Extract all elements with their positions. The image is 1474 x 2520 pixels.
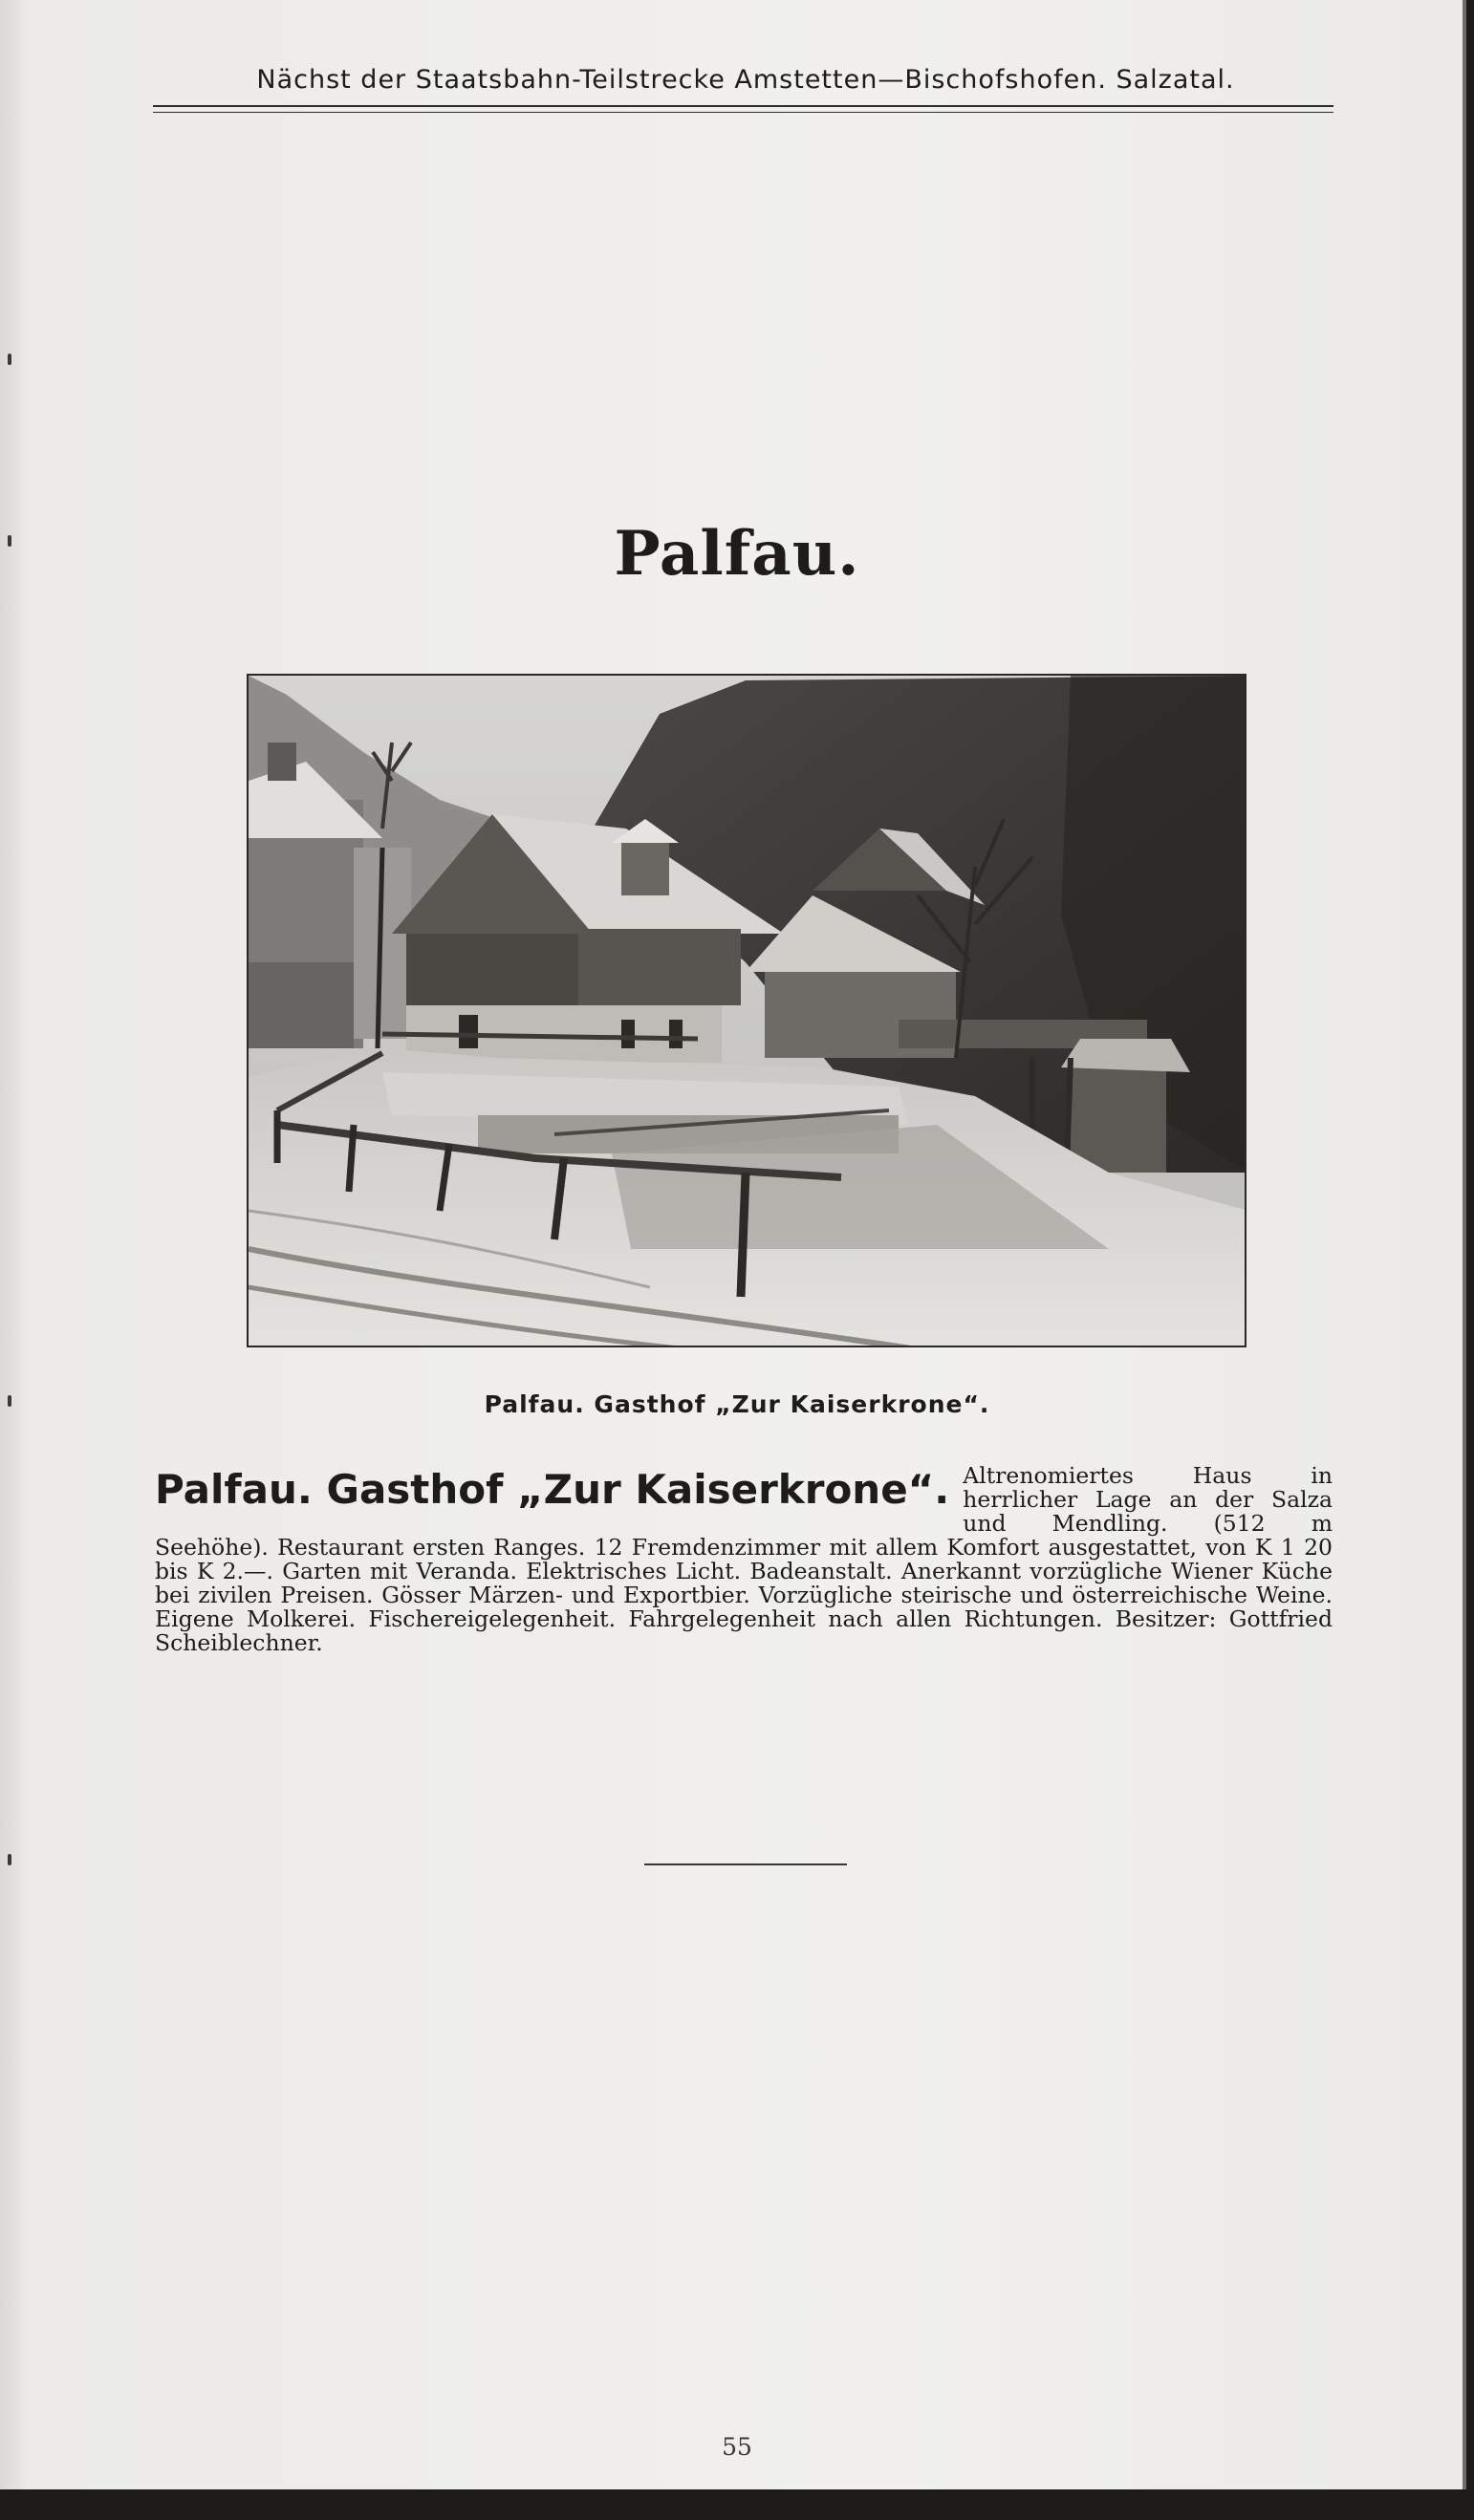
binding-mark bbox=[8, 1854, 11, 1865]
page-title: Palfau. bbox=[614, 518, 860, 590]
entry-text: Altrenomiertes Haus in herrlicher Lage an der Salza und Mendling. (512 m Seehöhe). Restaurant ersten Ranges. 12 Fremdenzimmer mit allem Komfort ausgestattet, von K 1 20 bis K 2.—. Garten mit Veranda. Elektrisches Licht. Badeanstalt. Anerkannt vorzügliche Wiener Küche bei zivilen Preisen. Gösser Märzen- und Exportbier. Vorzügliche steirische und österreichische Weine. Eigene Molkerei. Fischereigelegenheit. Fahrgelegenheit nach allen Richtungen. Besitzer: Gottfried Scheiblechner. bbox=[155, 1462, 1333, 1656]
scan-border bbox=[0, 2489, 1474, 2520]
page-number: 55 bbox=[722, 2433, 752, 2461]
header-rule bbox=[153, 105, 1333, 113]
section-divider bbox=[644, 1863, 847, 1865]
hotel-entry bbox=[155, 1464, 1333, 1655]
photo-image bbox=[247, 674, 1246, 1347]
running-head: Nächst der Staatsbahn-Teilstrecke Amstetten—Bischofshofen. Salzatal. bbox=[256, 65, 1235, 95]
entry-heading: Palfau. Gasthof „Zur Kaiserkrone“. bbox=[155, 1466, 950, 1513]
binding-mark bbox=[8, 354, 11, 365]
photo-caption: Palfau. Gasthof „Zur Kaiserkrone“. bbox=[484, 1390, 990, 1418]
